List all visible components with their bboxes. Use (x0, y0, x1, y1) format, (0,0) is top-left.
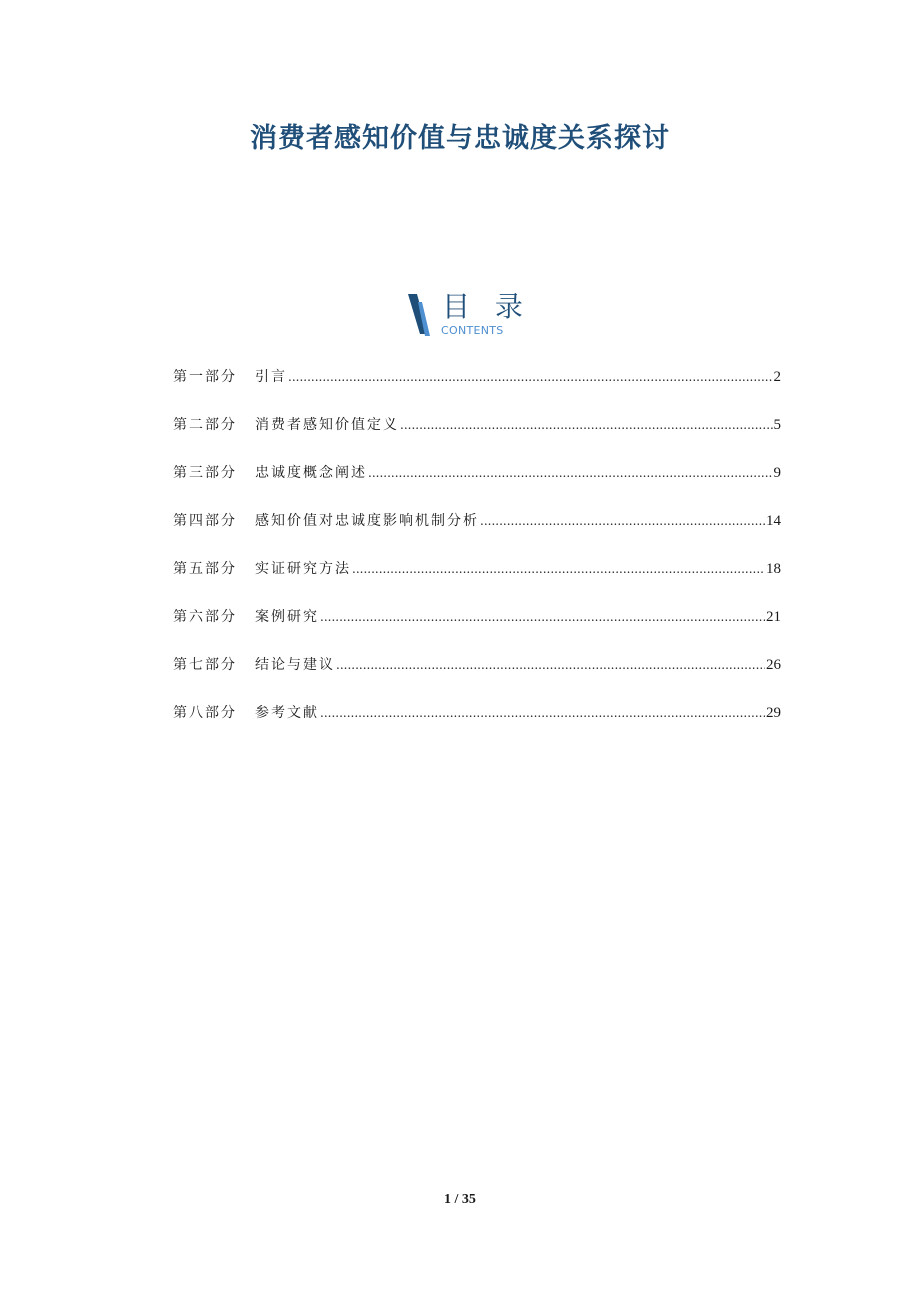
toc-entry-page: 9 (773, 465, 781, 481)
toc-entry-page: 18 (766, 561, 781, 577)
toc-entry[interactable] (173, 702, 781, 750)
toc-entry-page: 21 (766, 609, 781, 625)
toc-leader-dots (336, 654, 765, 676)
toc-entry-part: 第一部分 (173, 369, 237, 385)
toc-heading: 目 录 (442, 290, 531, 323)
toc-entry[interactable] (173, 510, 781, 558)
toc-header (408, 290, 548, 340)
toc-entry[interactable] (173, 414, 781, 462)
toc-leader-dots (368, 462, 773, 484)
toc-entry-label: 结论与建议 (255, 657, 335, 673)
toc-leader-dots (400, 414, 773, 436)
toc-leader-dots (288, 366, 773, 388)
toc-entry-part: 第八部分 (173, 705, 237, 721)
toc-entry-page: 5 (773, 417, 781, 433)
toc-list (173, 366, 781, 750)
toc-entry-label: 消费者感知价值定义 (255, 417, 399, 433)
toc-entry-part: 第七部分 (173, 657, 237, 673)
toc-entry-part: 第三部分 (173, 465, 237, 481)
toc-leader-dots (320, 606, 765, 628)
toc-entry-part: 第五部分 (173, 561, 237, 577)
toc-entry-label: 参考文献 (255, 705, 319, 721)
toc-book-icon (408, 294, 430, 336)
toc-entry[interactable] (173, 462, 781, 510)
toc-entry-part: 第六部分 (173, 609, 237, 625)
toc-subheading: CONTENTS (441, 324, 504, 337)
toc-entry-page: 29 (766, 705, 781, 721)
toc-entry[interactable] (173, 366, 781, 414)
toc-entry-part: 第四部分 (173, 513, 237, 529)
toc-entry-page: 14 (766, 513, 781, 529)
toc-entry-label: 引言 (255, 369, 287, 385)
toc-entry[interactable] (173, 606, 781, 654)
document-title: 消费者感知价值与忠诚度关系探讨 (250, 123, 670, 154)
toc-entry-page: 2 (773, 369, 781, 385)
toc-entry-label: 实证研究方法 (255, 561, 351, 577)
toc-entry[interactable] (173, 558, 781, 606)
toc-entry-label: 忠诚度概念阐述 (255, 465, 367, 481)
toc-leader-dots (352, 558, 765, 580)
toc-entry[interactable] (173, 654, 781, 702)
toc-leader-dots (320, 702, 765, 724)
toc-leader-dots (480, 510, 765, 532)
toc-entry-page: 26 (766, 657, 781, 673)
toc-entry-part: 第二部分 (173, 417, 237, 433)
toc-entry-label: 感知价值对忠诚度影响机制分析 (255, 513, 479, 529)
toc-entry-label: 案例研究 (255, 609, 319, 625)
page-number: 1 / 35 (444, 1192, 476, 1207)
